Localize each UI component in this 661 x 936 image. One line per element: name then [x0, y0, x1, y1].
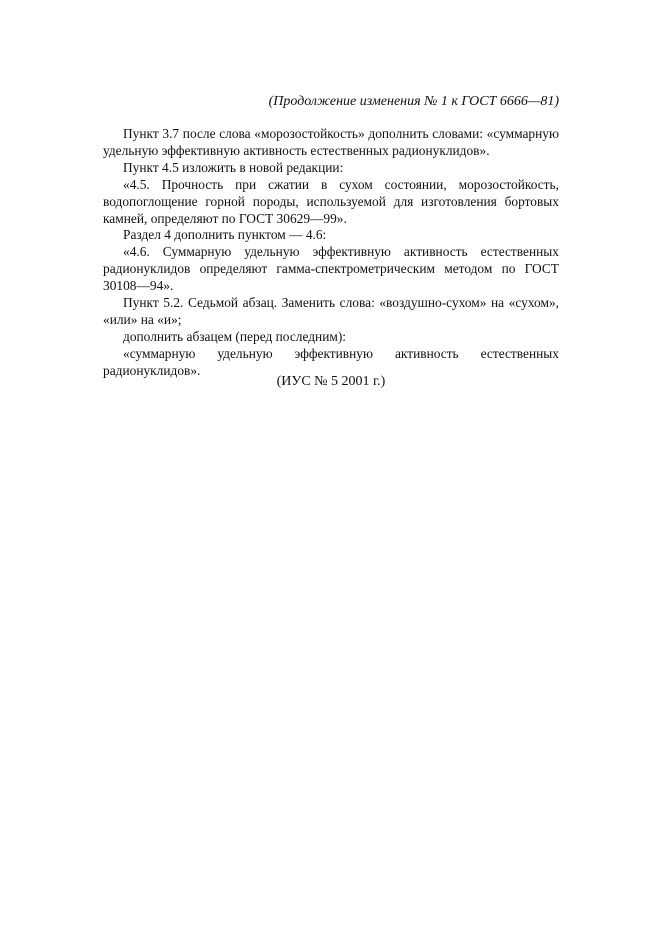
continuation-header: (Продолжение изменения № 1 к ГОСТ 6666—81)	[268, 94, 559, 109]
paragraph-item-5-2: Пункт 5.2. Седьмой абзац. Заменить слова: «воздушно-сухом» на «сухом», «или» на «и»;	[103, 295, 559, 327]
amendment-body	[103, 126, 559, 380]
paragraph-item-4-6-text: «4.6. Суммарную удельную эффективную активность естественных радионуклидов определяют гамма-спектрометрическим методом по ГОСТ 30108—94».	[103, 244, 559, 294]
paragraph-item-4-5-intro: Пункт 4.5 изложить в новой редакции:	[123, 159, 344, 175]
paragraph-add-abzac: дополнить абзацем (перед последним):	[123, 328, 347, 344]
paragraph-added-text: «суммарную удельную эффективную активность естественных радионуклидов».	[103, 345, 559, 378]
paragraph-section-4-intro: Раздел 4 дополнить пунктом — 4.6:	[123, 227, 327, 243]
ius-reference: (ИУС № 5 2001 г.)	[276, 374, 386, 389]
paragraph-item-4-5-text: «4.5. Прочность при сжатии в сухом состоянии, морозостойкость, водопоглощение горной породы, используемой для изготовления бортовых камней, определяют по ГОСТ 30629—99».	[103, 176, 559, 226]
paragraph-item-3-7: Пункт 3.7 после слова «морозостойкость» дополнить словами: «суммарную удельную эффективную активность естественных радионуклидов».	[103, 126, 559, 158]
